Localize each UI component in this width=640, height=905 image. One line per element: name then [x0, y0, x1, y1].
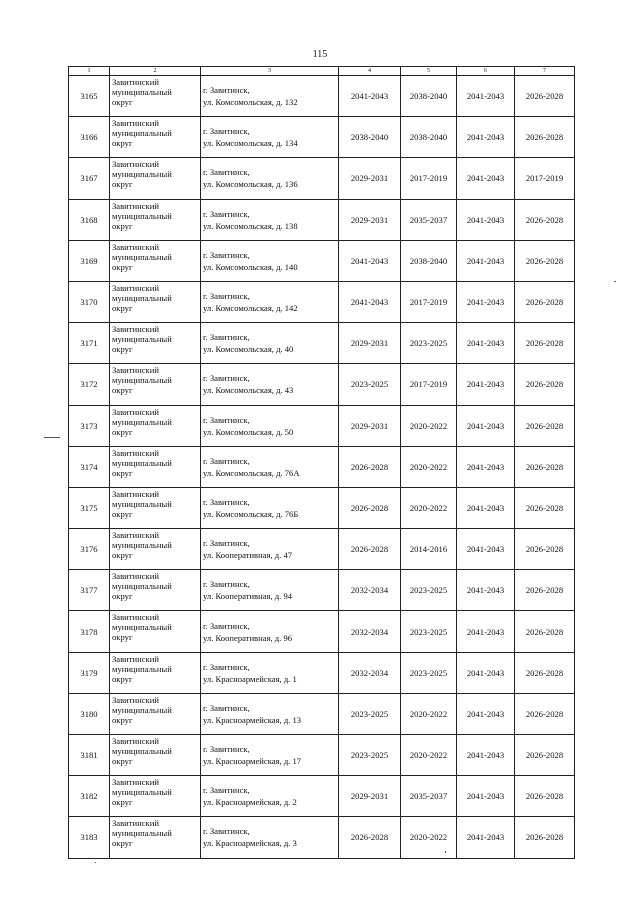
address [201, 323, 339, 364]
municipality-line: муниципальный [112, 292, 172, 303]
municipality [110, 405, 201, 446]
municipality-line: Завитинский [112, 488, 159, 499]
municipality-line: муниципальный [112, 622, 172, 633]
period-7: 2026-2028 [515, 281, 575, 322]
column-header-2: 2 [110, 67, 201, 76]
municipality [110, 364, 201, 405]
table-body [69, 76, 575, 859]
period-6: 2041-2043 [457, 364, 515, 405]
municipality-line: Завитинский [112, 406, 159, 417]
address-line: г. Завитинск, [203, 332, 250, 343]
row-number: 3167 [69, 158, 110, 199]
address-line: ул. Комсомольская, д. 134 [203, 138, 298, 149]
address [201, 364, 339, 405]
row-number: 3173 [69, 405, 110, 446]
period-5: 2017-2019 [401, 158, 457, 199]
address [201, 405, 339, 446]
municipality [110, 487, 201, 528]
municipality [110, 529, 201, 570]
period-6: 2041-2043 [457, 158, 515, 199]
housing-program-table [68, 66, 575, 859]
table-row [69, 117, 575, 158]
period-7: 2026-2028 [515, 487, 575, 528]
address-line: ул. Красноармейская, д. 2 [203, 797, 297, 808]
period-5: 2020-2022 [401, 693, 457, 734]
municipality [110, 76, 201, 117]
address-line: г. Завитинск, [203, 126, 250, 137]
period-4: 2026-2028 [339, 446, 401, 487]
period-5: 2020-2022 [401, 405, 457, 446]
municipality-line: муниципальный [112, 704, 172, 715]
period-5: 2017-2019 [401, 364, 457, 405]
municipality-line: муниципальный [112, 663, 172, 674]
column-header-3: 3 [201, 67, 339, 76]
period-7: 2026-2028 [515, 817, 575, 858]
municipality-line: муниципальный [112, 375, 172, 386]
row-number: 3182 [69, 776, 110, 817]
table-row [69, 570, 575, 611]
period-6: 2041-2043 [457, 817, 515, 858]
address-line: г. Завитинск, [203, 826, 250, 837]
period-6: 2041-2043 [457, 240, 515, 281]
row-number: 3175 [69, 487, 110, 528]
address [201, 529, 339, 570]
period-6: 2041-2043 [457, 446, 515, 487]
municipality [110, 776, 201, 817]
row-number: 3169 [69, 240, 110, 281]
period-6: 2041-2043 [457, 117, 515, 158]
municipality-line: муниципальный [112, 787, 172, 798]
address-line: г. Завитинск, [203, 249, 250, 260]
table-row [69, 611, 575, 652]
address-line: г. Завитинск, [203, 496, 250, 507]
period-7: 2026-2028 [515, 199, 575, 240]
municipality-line: округ [112, 138, 133, 149]
municipality-line: Завитинский [112, 530, 159, 541]
row-number: 3176 [69, 529, 110, 570]
municipality-line: Завитинский [112, 200, 159, 211]
municipality-line: округ [112, 838, 133, 849]
period-4: 2029-2031 [339, 323, 401, 364]
table-row [69, 735, 575, 776]
column-header-7: 7 [515, 67, 575, 76]
municipality-line: округ [112, 179, 133, 190]
municipality [110, 693, 201, 734]
period-6: 2041-2043 [457, 281, 515, 322]
period-4: 2041-2043 [339, 76, 401, 117]
period-4: 2038-2040 [339, 117, 401, 158]
address-line: ул. Комсомольская, д. 76А [203, 467, 300, 478]
municipality-line: округ [112, 97, 133, 107]
table-row [69, 76, 575, 117]
address-line: ул. Комсомольская, д. 140 [203, 261, 298, 272]
municipality-line: муниципальный [112, 581, 172, 592]
period-6: 2041-2043 [457, 76, 515, 117]
address-line: г. Завитинск, [203, 85, 250, 96]
address-line: ул. Красноармейская, д. 3 [203, 838, 297, 849]
address-line: ул. Комсомольская, д. 76Б [203, 508, 299, 519]
municipality-line: муниципальный [112, 498, 172, 509]
row-number: 3174 [69, 446, 110, 487]
period-5: 2023-2025 [401, 323, 457, 364]
address-line: г. Завитинск, [203, 538, 250, 549]
municipality-line: муниципальный [112, 210, 172, 221]
address [201, 158, 339, 199]
period-4: 2029-2031 [339, 199, 401, 240]
address [201, 240, 339, 281]
row-number: 3172 [69, 364, 110, 405]
municipality [110, 817, 201, 858]
address-line: г. Завитинск, [203, 167, 250, 178]
municipality [110, 652, 201, 693]
municipality-line: округ [112, 591, 133, 602]
period-5: 2023-2025 [401, 652, 457, 693]
municipality-line: округ [112, 673, 133, 684]
period-4: 2032-2034 [339, 570, 401, 611]
period-4: 2029-2031 [339, 405, 401, 446]
address-line: ул. Красноармейская, д. 13 [203, 714, 302, 725]
address-line: ул. Кооперативная, д. 47 [203, 550, 293, 561]
table-row [69, 446, 575, 487]
period-6: 2041-2043 [457, 323, 515, 364]
address-line: ул. Комсомольская, д. 136 [203, 179, 298, 190]
period-7: 2026-2028 [515, 776, 575, 817]
table-row [69, 240, 575, 281]
column-header-4: 4 [339, 67, 401, 76]
address [201, 817, 339, 858]
address-line: г. Завитинск, [203, 702, 250, 713]
period-4: 2026-2028 [339, 529, 401, 570]
address [201, 652, 339, 693]
municipality-line: муниципальный [112, 334, 172, 345]
row-number: 3171 [69, 323, 110, 364]
address-line: ул. Комсомольская, д. 132 [203, 97, 298, 108]
row-number: 3183 [69, 817, 110, 858]
address [201, 776, 339, 817]
municipality-line: округ [112, 756, 133, 766]
period-4: 2029-2031 [339, 776, 401, 817]
municipality-line: муниципальный [112, 87, 172, 97]
address [201, 570, 339, 611]
address-line: г. Завитинск, [203, 373, 250, 384]
row-number: 3168 [69, 199, 110, 240]
period-5: 2023-2025 [401, 570, 457, 611]
address-line: г. Завитинск, [203, 579, 250, 590]
municipality-line: муниципальный [112, 746, 172, 756]
municipality [110, 117, 201, 158]
table-row [69, 487, 575, 528]
address-line: г. Завитинск, [203, 744, 250, 755]
municipality [110, 240, 201, 281]
table-row [69, 281, 575, 322]
municipality-line: Завитинский [112, 736, 159, 746]
table-row [69, 199, 575, 240]
period-5: 2020-2022 [401, 446, 457, 487]
table-row [69, 652, 575, 693]
page-number: 115 [312, 49, 328, 60]
period-5: 2020-2022 [401, 735, 457, 776]
table-row [69, 405, 575, 446]
period-5: 2017-2019 [401, 281, 457, 322]
table-row [69, 323, 575, 364]
period-4: 2023-2025 [339, 693, 401, 734]
scan-speck [95, 862, 96, 863]
period-7: 2026-2028 [515, 117, 575, 158]
period-6: 2041-2043 [457, 776, 515, 817]
address-line: г. Завитинск, [203, 455, 250, 466]
address [201, 735, 339, 776]
municipality-line: округ [112, 261, 133, 272]
period-5: 2020-2022 [401, 487, 457, 528]
address [201, 693, 339, 734]
row-number: 3170 [69, 281, 110, 322]
address [201, 281, 339, 322]
address-line: ул. Комсомольская, д. 40 [203, 344, 294, 355]
column-header-5: 5 [401, 67, 457, 76]
column-number-header [69, 67, 575, 76]
period-7: 2026-2028 [515, 570, 575, 611]
address-line: г. Завитинск, [203, 661, 250, 672]
municipality-line: муниципальный [112, 169, 172, 180]
municipality-line: Завитинский [112, 365, 159, 376]
period-5: 2038-2040 [401, 240, 457, 281]
column-header-6: 6 [457, 67, 515, 76]
address-line: г. Завитинск, [203, 414, 250, 425]
period-6: 2041-2043 [457, 570, 515, 611]
period-5: 2035-2037 [401, 199, 457, 240]
municipality-line: Завитинский [112, 777, 159, 788]
municipality-line: округ [112, 302, 133, 313]
period-6: 2041-2043 [457, 487, 515, 528]
row-number: 3179 [69, 652, 110, 693]
address-line: ул. Кооперативная, д. 96 [203, 632, 293, 643]
column-header-1: 1 [69, 67, 110, 76]
municipality-line: округ [112, 632, 133, 643]
period-4: 2026-2028 [339, 817, 401, 858]
period-5: 2038-2040 [401, 76, 457, 117]
period-4: 2023-2025 [339, 735, 401, 776]
period-5: 2023-2025 [401, 611, 457, 652]
row-number: 3181 [69, 735, 110, 776]
municipality-line: округ [112, 714, 133, 725]
period-7: 2026-2028 [515, 405, 575, 446]
address [201, 611, 339, 652]
scan-speck [445, 851, 446, 853]
period-6: 2041-2043 [457, 199, 515, 240]
municipality [110, 735, 201, 776]
municipality-line: муниципальный [112, 416, 172, 427]
municipality-line: округ [112, 220, 133, 231]
row-number: 3178 [69, 611, 110, 652]
address-line: г. Завитинск, [203, 291, 250, 302]
period-6: 2041-2043 [457, 652, 515, 693]
municipality-line: Завитинский [112, 818, 159, 829]
address-line: ул. Комсомольская, д. 50 [203, 426, 294, 437]
municipality [110, 158, 201, 199]
address-line: ул. Красноармейская, д. 1 [203, 673, 297, 684]
period-7: 2026-2028 [515, 323, 575, 364]
municipality-line: Завитинский [112, 571, 159, 582]
period-5: 2038-2040 [401, 117, 457, 158]
address-line: ул. Комсомольская, д. 138 [203, 220, 298, 231]
address [201, 76, 339, 117]
period-7: 2026-2028 [515, 693, 575, 734]
municipality-line: Завитинский [112, 241, 159, 252]
municipality-line: Завитинский [112, 324, 159, 335]
municipality [110, 199, 201, 240]
address-line: г. Завитинск, [203, 620, 250, 631]
municipality-line: округ [112, 797, 133, 808]
municipality-line: округ [112, 508, 133, 519]
municipality-line: Завитинский [112, 282, 159, 293]
row-number: 3180 [69, 693, 110, 734]
address [201, 199, 339, 240]
period-6: 2041-2043 [457, 611, 515, 652]
municipality [110, 323, 201, 364]
period-4: 2029-2031 [339, 158, 401, 199]
address-line: ул. Кооперативная, д. 94 [203, 591, 293, 602]
address [201, 117, 339, 158]
period-7: 2026-2028 [515, 652, 575, 693]
period-6: 2041-2043 [457, 529, 515, 570]
period-4: 2041-2043 [339, 281, 401, 322]
municipality-line: округ [112, 467, 133, 478]
period-6: 2041-2043 [457, 405, 515, 446]
municipality-line: муниципальный [112, 128, 172, 139]
municipality-line: Завитинский [112, 694, 159, 705]
table-row [69, 693, 575, 734]
period-5: 2020-2022 [401, 817, 457, 858]
table-row [69, 158, 575, 199]
municipality-line: округ [112, 385, 133, 396]
period-6: 2041-2043 [457, 735, 515, 776]
period-7: 2026-2028 [515, 76, 575, 117]
municipality-line: муниципальный [112, 251, 172, 262]
municipality-line: муниципальный [112, 828, 172, 839]
address-line: ул. Комсомольская, д. 43 [203, 385, 294, 396]
address-line: ул. Комсомольская, д. 142 [203, 303, 298, 314]
address-line: г. Завитинск, [203, 208, 250, 219]
address-line: ул. Красноармейская, д. 17 [203, 756, 302, 767]
address [201, 487, 339, 528]
table-row [69, 364, 575, 405]
municipality [110, 281, 201, 322]
row-number: 3166 [69, 117, 110, 158]
period-4: 2026-2028 [339, 487, 401, 528]
municipality-line: округ [112, 426, 133, 437]
period-7: 2026-2028 [515, 611, 575, 652]
period-5: 2014-2016 [401, 529, 457, 570]
period-7: 2026-2028 [515, 446, 575, 487]
scan-speck [44, 437, 60, 438]
municipality-line: Завитинский [112, 447, 159, 458]
municipality-line: муниципальный [112, 540, 172, 551]
municipality-line: округ [112, 344, 133, 355]
period-7: 2026-2028 [515, 240, 575, 281]
period-6: 2041-2043 [457, 693, 515, 734]
period-4: 2032-2034 [339, 652, 401, 693]
scan-speck [614, 281, 616, 282]
municipality-line: Завитинский [112, 118, 159, 129]
municipality-line: Завитинский [112, 77, 159, 87]
row-number: 3165 [69, 76, 110, 117]
period-7: 2026-2028 [515, 735, 575, 776]
municipality-line: Завитинский [112, 612, 159, 623]
municipality [110, 611, 201, 652]
table-row [69, 817, 575, 858]
period-7: 2026-2028 [515, 529, 575, 570]
table-row [69, 776, 575, 817]
address [201, 446, 339, 487]
municipality [110, 570, 201, 611]
municipality-line: Завитинский [112, 653, 159, 664]
row-number: 3177 [69, 570, 110, 611]
period-4: 2041-2043 [339, 240, 401, 281]
municipality-line: Завитинский [112, 159, 159, 170]
municipality-line: округ [112, 550, 133, 561]
municipality [110, 446, 201, 487]
period-4: 2032-2034 [339, 611, 401, 652]
municipality-line: муниципальный [112, 457, 172, 468]
address-line: г. Завитинск, [203, 785, 250, 796]
period-7: 2026-2028 [515, 364, 575, 405]
period-7: 2017-2019 [515, 158, 575, 199]
period-4: 2023-2025 [339, 364, 401, 405]
table-row [69, 529, 575, 570]
period-5: 2035-2037 [401, 776, 457, 817]
